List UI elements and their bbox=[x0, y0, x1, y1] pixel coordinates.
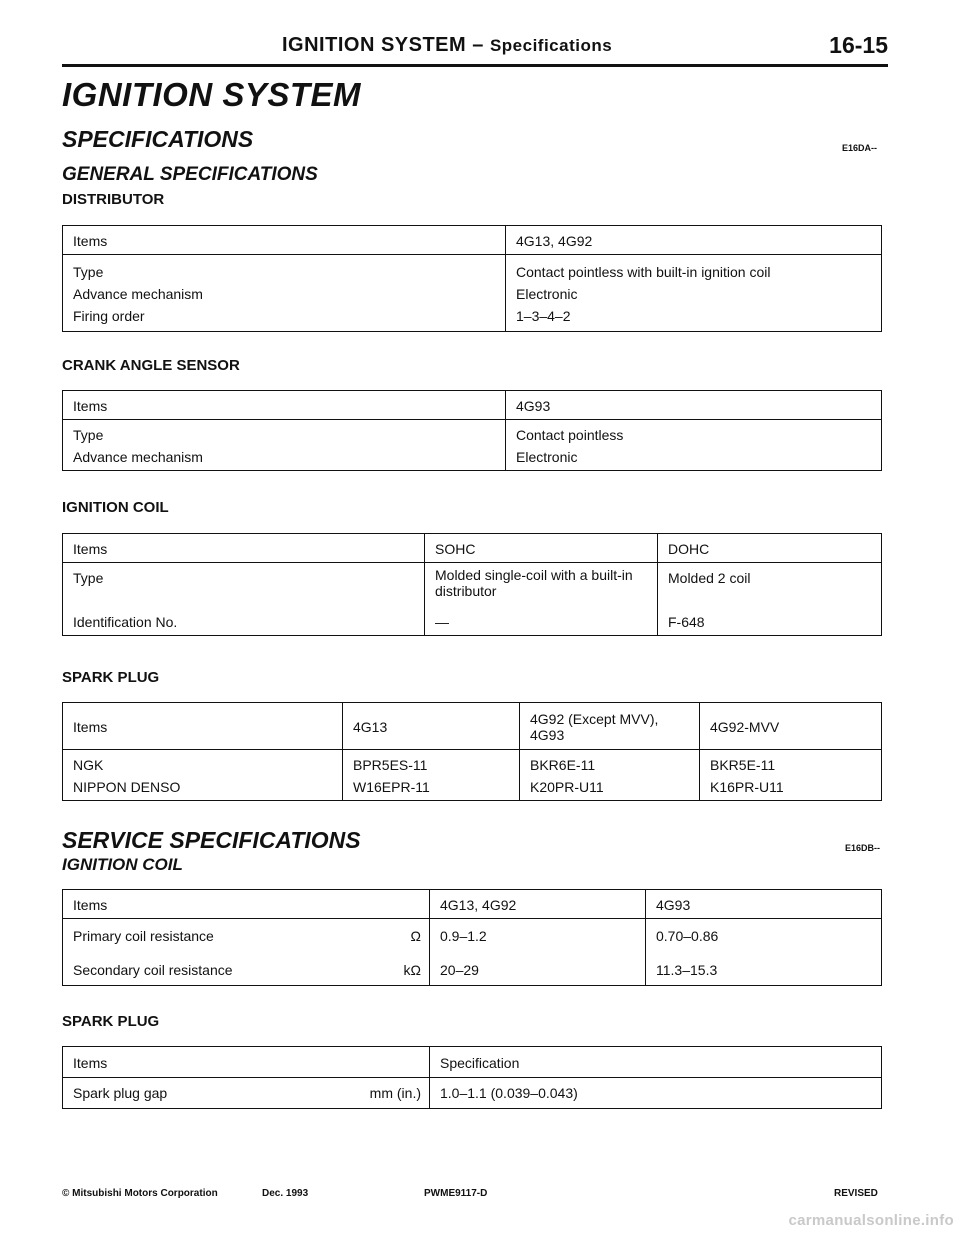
service-spark-plug-heading: SPARK PLUG bbox=[62, 1013, 160, 1030]
table-row bbox=[63, 611, 882, 636]
service-ignition-coil-table bbox=[62, 889, 882, 986]
table-row bbox=[63, 420, 882, 471]
value-cell: 11.3–15.3 bbox=[646, 953, 882, 986]
table-header-row bbox=[63, 703, 882, 750]
items-cell: Primary coil resistance Ω bbox=[63, 919, 430, 954]
value-cell: 0.9–1.2 bbox=[430, 919, 646, 954]
footer-status: REVISED bbox=[834, 1188, 878, 1199]
value-cell: K16PR-U11 bbox=[700, 776, 882, 801]
specifications-heading: SPECIFICATIONS bbox=[62, 126, 254, 152]
page-number: 16-15 bbox=[829, 32, 888, 58]
header-cell: Specification bbox=[430, 1047, 882, 1078]
header-cell: 4G92-MVV bbox=[700, 703, 882, 750]
table-header-row bbox=[63, 226, 882, 255]
header-cell: 4G92 (Except MVV), 4G93 bbox=[520, 703, 700, 750]
header-cell: Items bbox=[63, 226, 506, 255]
value-cell: — bbox=[425, 611, 658, 636]
header-cell: 4G13 bbox=[343, 703, 520, 750]
spark-plug-heading: SPARK PLUG bbox=[62, 669, 160, 686]
value-cell: Molded 2 coil bbox=[658, 563, 882, 612]
items-cell: NGK bbox=[63, 750, 343, 777]
value-cell: BKR6E-11 bbox=[520, 750, 700, 777]
value-cell: BKR5E-11 bbox=[700, 750, 882, 777]
header-cell: Items bbox=[63, 1047, 430, 1078]
table-header-row bbox=[63, 1047, 882, 1078]
table-row bbox=[63, 1078, 882, 1109]
value-cell: BPR5ES-11 bbox=[343, 750, 520, 777]
items-cell: NIPPON DENSO bbox=[63, 776, 343, 801]
service-specifications-heading: SERVICE SPECIFICATIONS bbox=[62, 827, 361, 853]
footer-date: Dec. 1993 bbox=[262, 1188, 309, 1199]
table-header-row bbox=[63, 534, 882, 563]
table-row bbox=[63, 953, 882, 986]
table-row bbox=[63, 563, 882, 612]
header-cell: Items bbox=[63, 703, 343, 750]
service-spark-plug-table bbox=[62, 1046, 882, 1109]
items-cell: Type bbox=[63, 563, 425, 612]
header-cell: 4G13, 4G92 bbox=[430, 890, 646, 919]
table-row bbox=[63, 776, 882, 801]
page-title: IGNITION SYSTEM bbox=[62, 76, 362, 113]
section-code: E16DB-- bbox=[845, 843, 881, 853]
value-cell: F-648 bbox=[658, 611, 882, 636]
footer-doc-id: PWME9117-D bbox=[424, 1188, 488, 1199]
unit-label: mm (in.) bbox=[369, 1085, 421, 1101]
items-cell: Type Advance mechanism Firing order bbox=[63, 255, 506, 332]
value-cell: Contact pointless Electronic bbox=[506, 420, 882, 471]
general-specifications-heading: GENERAL SPECIFICATIONS bbox=[62, 164, 318, 185]
distributor-table bbox=[62, 225, 882, 332]
header-cell: 4G93 bbox=[646, 890, 882, 919]
running-header-title: IGNITION SYSTEM – Specifications bbox=[282, 34, 613, 56]
table-header-row bbox=[63, 890, 882, 919]
header-cell: DOHC bbox=[658, 534, 882, 563]
header-cell: 4G13, 4G92 bbox=[506, 226, 882, 255]
spark-plug-table bbox=[62, 702, 882, 801]
table-header-row bbox=[63, 391, 882, 420]
service-ignition-coil-heading: IGNITION COIL bbox=[62, 855, 183, 874]
crank-angle-sensor-table bbox=[62, 390, 882, 471]
header-cell: Items bbox=[63, 890, 430, 919]
value-cell: K20PR-U11 bbox=[520, 776, 700, 801]
value-cell: Contact pointless with built-in ignition coil Electronic 1–3–4–2 bbox=[506, 255, 882, 332]
section-code: E16DA-- bbox=[842, 143, 878, 153]
unit-label: kΩ bbox=[403, 962, 421, 978]
footer-copyright: © Mitsubishi Motors Corporation bbox=[62, 1188, 218, 1199]
items-cell: Secondary coil resistance kΩ bbox=[63, 953, 430, 986]
header-cell: Items bbox=[63, 391, 506, 420]
items-cell: Spark plug gap mm (in.) bbox=[63, 1078, 430, 1109]
header-cell: SOHC bbox=[425, 534, 658, 563]
items-cell: Type Advance mechanism bbox=[63, 420, 506, 471]
running-header bbox=[62, 30, 888, 67]
ignition-coil-table bbox=[62, 533, 882, 636]
header-cell: Items bbox=[63, 534, 425, 563]
unit-label: Ω bbox=[410, 928, 421, 944]
value-cell: 20–29 bbox=[430, 953, 646, 986]
value-cell: 1.0–1.1 (0.039–0.043) bbox=[430, 1078, 882, 1109]
crank-angle-sensor-heading: CRANK ANGLE SENSOR bbox=[62, 357, 240, 374]
value-cell: W16EPR-11 bbox=[343, 776, 520, 801]
table-row bbox=[63, 750, 882, 777]
table-row bbox=[63, 255, 882, 332]
header-cell: 4G93 bbox=[506, 391, 882, 420]
value-cell: 0.70–0.86 bbox=[646, 919, 882, 954]
watermark: carmanualsonline.info bbox=[788, 1212, 954, 1229]
value-cell: Molded single-coil with a built-in distributor bbox=[425, 563, 658, 612]
ignition-coil-heading: IGNITION COIL bbox=[62, 499, 169, 516]
distributor-heading: DISTRIBUTOR bbox=[62, 191, 165, 208]
items-cell: Identification No. bbox=[63, 611, 425, 636]
table-row bbox=[63, 919, 882, 954]
